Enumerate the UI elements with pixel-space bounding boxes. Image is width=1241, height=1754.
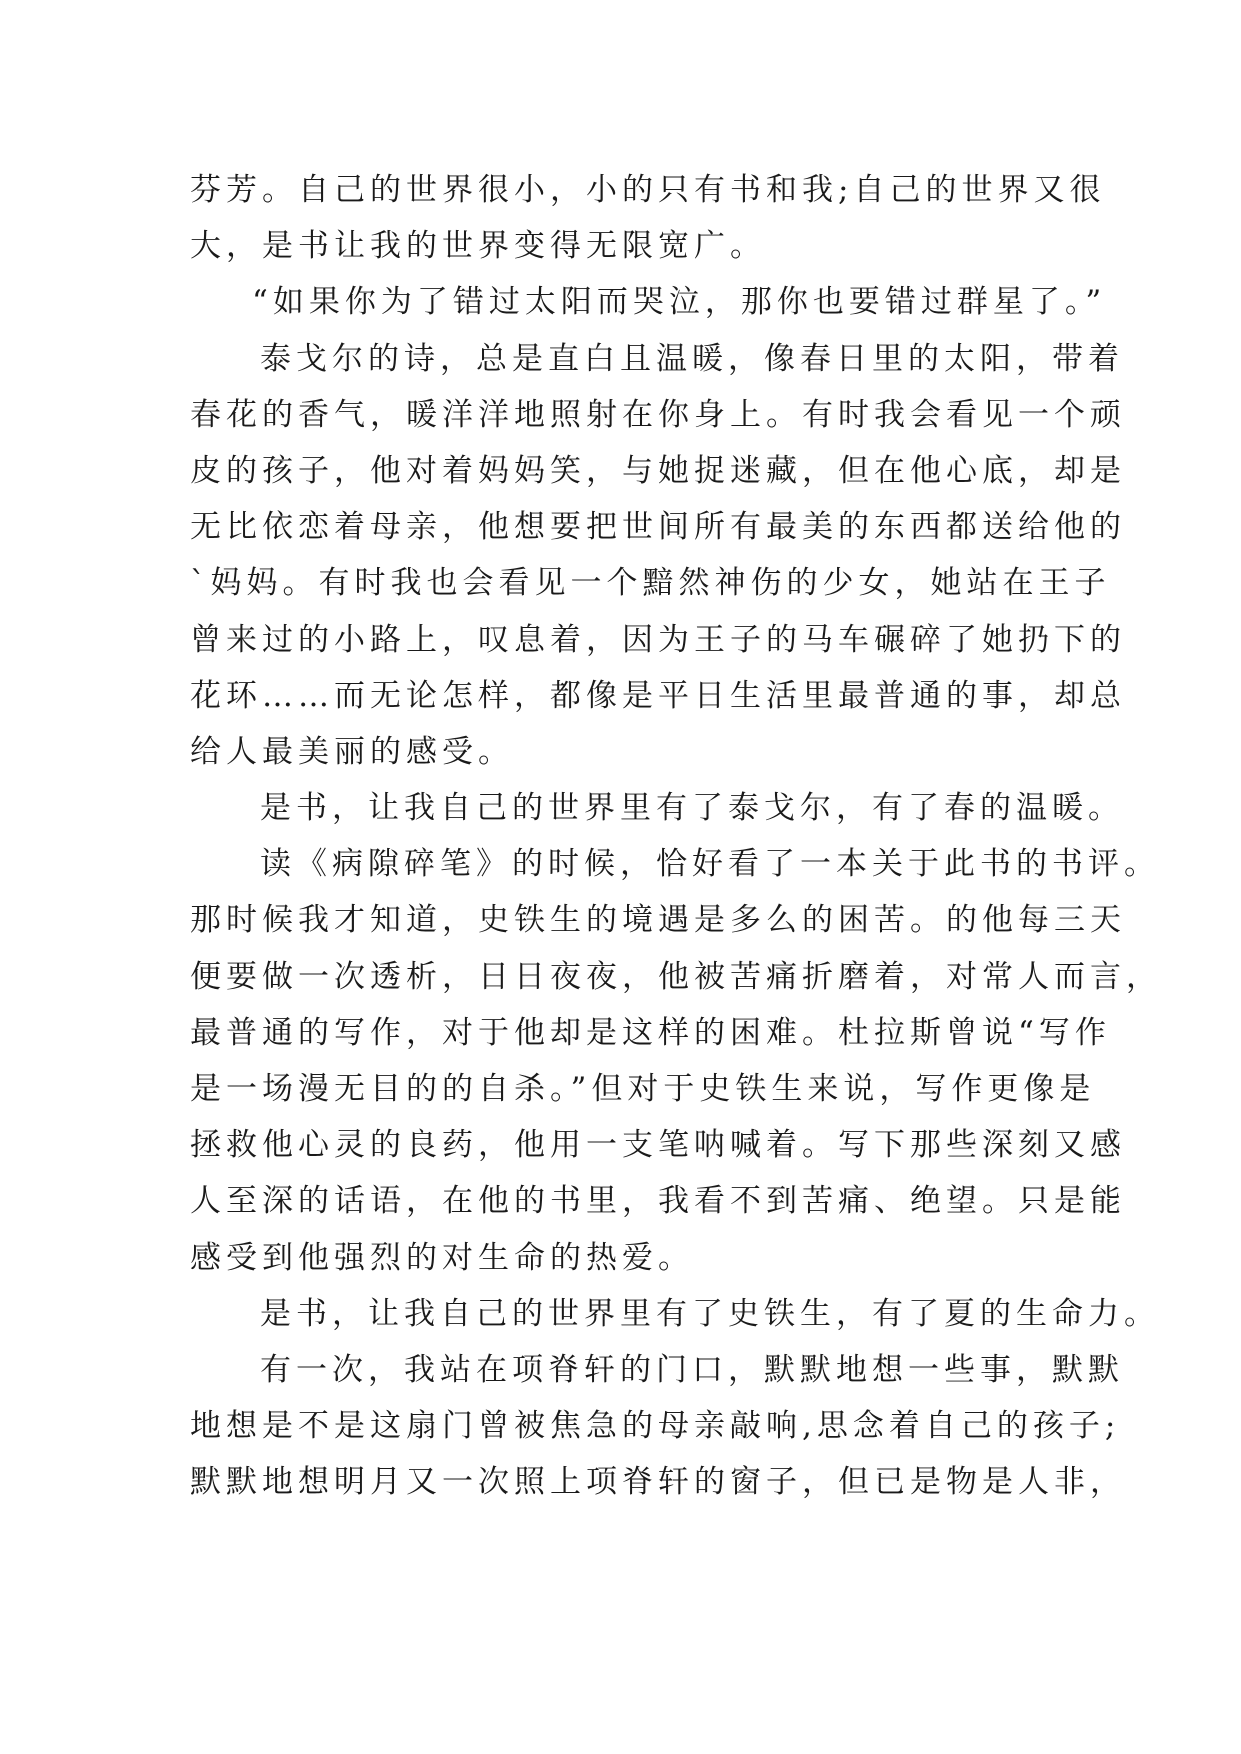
text-line: 人至深的话语，在他的书里，我看不到苦痛、绝望。只是能 xyxy=(190,1183,1126,1220)
text-line: 最普通的写作，对于他却是这样的困难。杜拉斯曾说“写作 xyxy=(190,1014,1111,1051)
text-line: 地想是不是这扇门曾被焦急的母亲敲响,思念着自己的孩子; xyxy=(190,1408,1121,1445)
paragraph-start-line: 泰戈尔的诗，总是直白且温暖，像春日里的太阳，带着 xyxy=(260,340,1124,377)
text-line: 感受到他强烈的对生命的热爱。 xyxy=(190,1239,694,1276)
paragraph-start-line: 是书，让我自己的世界里有了史铁生，有了夏的生命力。 xyxy=(260,1295,1160,1332)
text-line: 是一场漫无目的的自杀。”但对于史铁生来说，写作更像是 xyxy=(190,1071,1096,1107)
text-line: 给人最美丽的感受。 xyxy=(190,733,514,770)
text-line: 默默地想明月又一次照上项脊轩的窗子，但已是物是人非， xyxy=(190,1464,1126,1501)
text-line: 大，是书让我的世界变得无限宽广。 xyxy=(190,228,766,265)
text-line: 芬芳。自己的世界很小，小的只有书和我;自己的世界又很 xyxy=(190,172,1106,208)
paragraph-start-line: 是书，让我自己的世界里有了泰戈尔，有了春的温暖。 xyxy=(260,790,1124,827)
paragraph-start-line: 有一次，我站在项脊轩的门口，默默地想一些事，默默 xyxy=(260,1351,1124,1388)
text-line: 无比依恋着母亲，他想要把世间所有最美的东西都送给他的 xyxy=(190,509,1126,546)
text-line: 皮的孩子，他对着妈妈笑，与她捉迷藏，但在他心底，却是 xyxy=(190,452,1126,489)
text-line: 花环……而无论怎样，都像是平日生活里最普通的事，却总 xyxy=(190,677,1126,714)
text-line: 曾来过的小路上，叹息着，因为王子的马车碾碎了她扔下的 xyxy=(190,621,1126,658)
body-text xyxy=(190,162,1162,1511)
text-line: 便要做一次透析，日日夜夜，他被苦痛折磨着，对常人而言， xyxy=(190,958,1162,995)
text-line: 春花的香气，暖洋洋地照射在你身上。有时我会看见一个顽 xyxy=(190,396,1126,433)
quote-line: “如果你为了错过太阳而哭泣，那你也要错过群星了。” xyxy=(252,284,1107,321)
text-line: `妈妈。有时我也会看见一个黯然神伤的少女，她站在王子 xyxy=(190,565,1111,602)
text-line: 拯救他心灵的良药，他用一支笔呐喊着。写下那些深刻又感 xyxy=(190,1127,1126,1164)
paragraph-start-line: 读《病隙碎笔》的时候，恰好看了一本关于此书的书评。 xyxy=(260,846,1160,883)
text-line: 那时候我才知道，史铁生的境遇是多么的困苦。的他每三天 xyxy=(190,902,1126,939)
